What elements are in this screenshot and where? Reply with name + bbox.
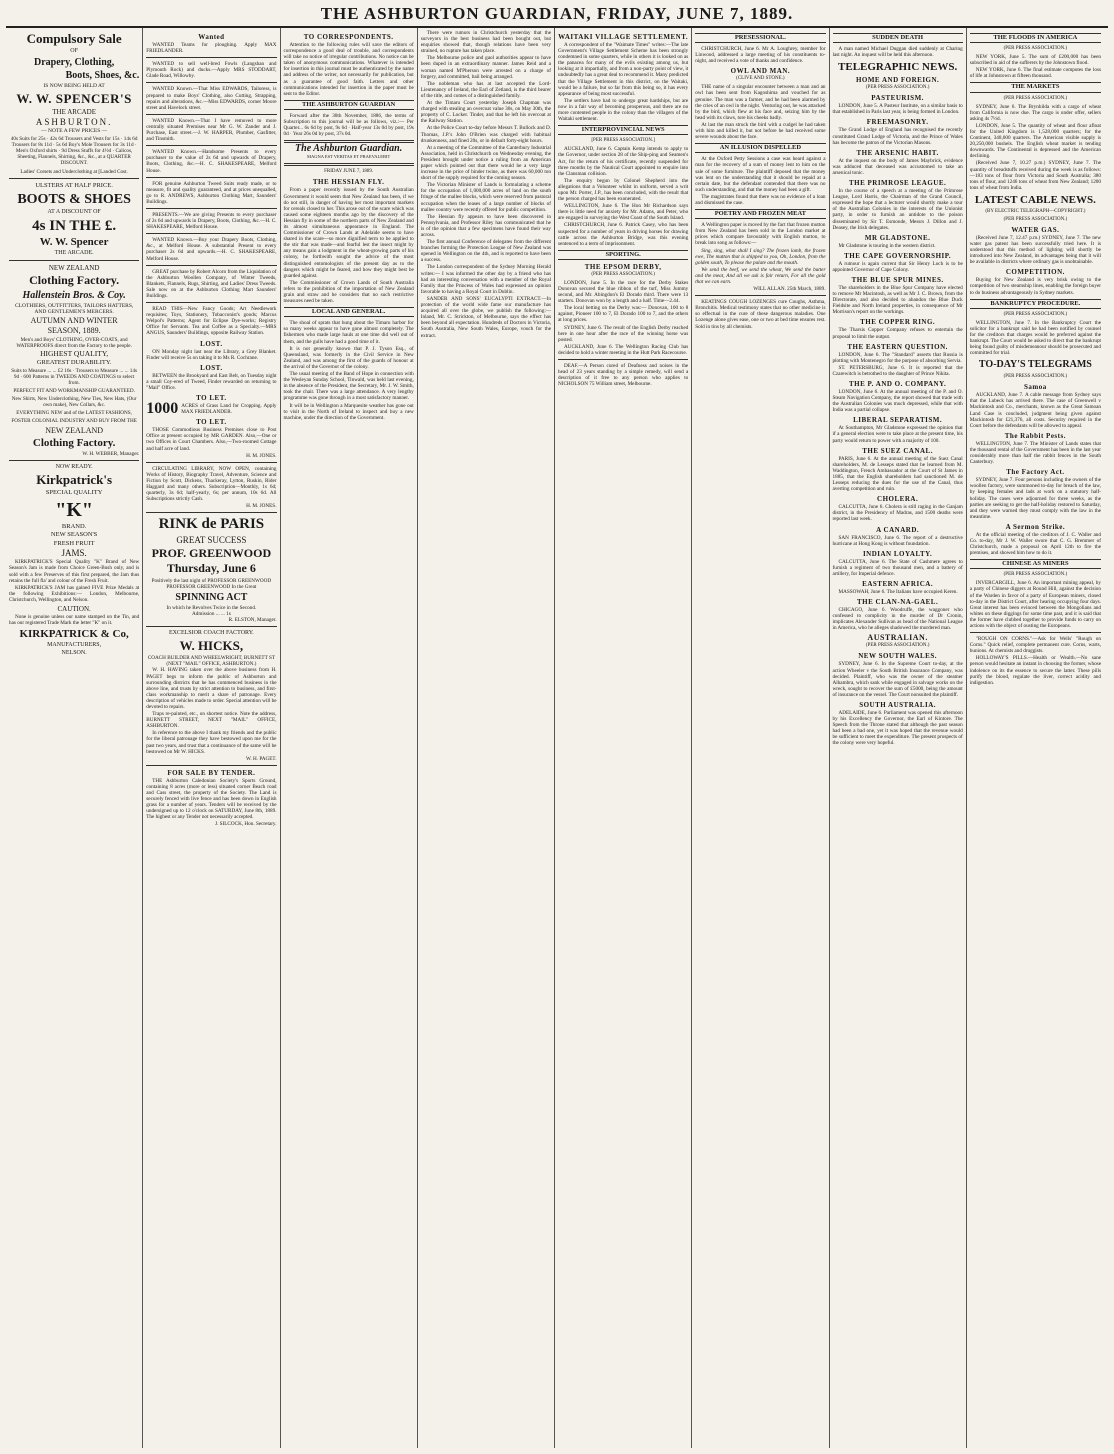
ad-new-shirts: New Shirts, New Underclothing, New Ties, New Hats, (Our own make), New Collars, &c.: [11, 396, 137, 409]
divider: [146, 145, 276, 146]
press-association-credit: (PER PRESS ASSOCIATION.): [1003, 216, 1068, 222]
home-foreign-heading: HOME AND FOREIGN.: [855, 76, 940, 85]
article-paragraph: CHRISTCHURCH, June 6. Patrick Casey, who has been suspected for a number of years in driving horses for drawing cattle across the Ashburton Bridge, was this evening sentenced to a term of imprisonment.: [558, 222, 689, 247]
press-association-credit: (PER PRESS ASSOCIATION.): [1003, 572, 1068, 578]
divider: [146, 512, 276, 513]
news-heading: SOUTH AUSTRALIA.: [859, 701, 937, 709]
interprovincial-heading: INTERPROVINCIAL NEWS: [558, 125, 688, 135]
ad-perfect-fit: PERFECT FIT AND WORKMANSHIP GUARANTEED.: [13, 388, 135, 395]
column-2: [143, 28, 280, 1448]
ad-signature: R. ELSTON, Manager.: [228, 616, 277, 623]
column-4: [418, 28, 555, 1448]
column-8: [967, 28, 1104, 1448]
tender-heading: FOR SALE BY TENDER.: [167, 768, 256, 777]
article-paragraph: It is not generally known that P. J. Tyson Esq., of Queensland, was formerly in the Civil Service in New Zealand, and was among the first of the guards of honour at the arrival of the Governor of the colony.: [283, 345, 414, 370]
paper-nameplate: The Ashburton Guardian.: [295, 143, 403, 155]
cable-copyright: (BY ELECTRIC TELEGRAPH—COPYRIGHT.): [985, 208, 1086, 214]
article-paragraph: At Southampton, Mr Gladstone expressed the opinion that if a general election were to take place at the present time, his party would return to power with a majority of 100.: [832, 425, 963, 444]
article-paragraph: (Received June 7, 12.47 p.m.) SYDNEY, June 7. The new water gas patent has been successfully tried here. It is understood that this method of lighting will shortly be introduced into New Zealand, its advantages being that it will be available in districts where ordinary gas is unobtainable.: [969, 234, 1101, 266]
sporting-heading: SPORTING.: [558, 250, 688, 260]
coach-body: W. H. HAVING taken over the above business from H. PAGET begs to inform the public of Ashburton and surrounding districts that he has commenced business in the above line, and trusts by strict attention to business, and first-class workmanship to merit a share of patronage. Every description of vehicles made to order. Special attention will be devoted to repairs.: [146, 667, 277, 710]
ad-season: SEASON, 1889.: [47, 326, 101, 336]
bankruptcy-heading: BANKRUPTCY PROCEDURE.: [970, 299, 1101, 309]
article-paragraph: At the Oxford Petty Sessions a case was heard against a man for the recovery of a sum of money lent to him on the sale of some furniture. The plaintiff deposed that the money was lent on the understanding that it should be repaid at a certain date, but the defendant contended that there was no such understanding, and that the money had been a gift.: [695, 156, 826, 193]
article-paragraph: Attention to the following rules will save the editors of correspondence a good deal of trouble, and correspondents will take no notice of irregular contributions. No notice can be taken of anonymous communications. Whatever is intended for insertion in this journal must be authenticated by the name and address of the writer, not necessarily for publication, but as a guarantee of good faith. Letters and other communications intended for insertion in the paper must be sent to the Editor.: [283, 42, 414, 97]
article-paragraph: CHICAGO, June 6. Woodruffe, the waggoner who confessed to complicity in the murder of Dr Cronin, implicates Alexander Sullivan as head of the National League in America, who he alleges shadowed the murdered man.: [832, 607, 963, 632]
classified-ad: THOSE Commodious Business Premises close to Post Office at present occupied by MR GARDEN. Also,—One or two Offices in Court Chambers. Also,—Two-roomed Cottage and half acre of land.: [146, 427, 277, 452]
ad-factory-nz: NEW ZEALAND: [48, 264, 100, 273]
advertisement: "ROUGH ON CORNS."—Ask for Wells' "Rough on Corns." Quick relief, complete permanent cure. Corns, warts, bunions. At chemists and druggists.: [969, 636, 1101, 655]
article-paragraph: CALCUTTA, June 6. Cholera is still raging in the Ganjam district, in the Presidency of Madras, and 1500 deaths were reported last week.: [832, 504, 963, 523]
derby-heading: THE EPSOM DERBY,: [584, 262, 662, 271]
classified-ad: WANTED Known.—Buy your Drapery Boots, Clothing, &c., at Melford House. A substantial Present to every purchaser 2s 6d and upwards.—H. C. SHAKESPEARE, Melford House.: [146, 237, 277, 262]
news-heading: INDIAN LOYALTY.: [862, 549, 933, 558]
ad-manufacturers: MANUFACTURERS,: [47, 642, 102, 649]
news-heading: THE EASTERN QUESTION.: [847, 342, 948, 351]
article-paragraph: The shareholders in the Blue Spur Company have elected to remove Mr Macintosh, as well as Mr J. C. Brown, from the Directorate, and also decided to abandon the Blue Duck Fieldsite and North Ireland properties, in consequence of Mr Morrison's report on the workings.: [832, 284, 963, 316]
article-paragraph: A correspondent of the "Waimate Times" writes:—The late Government's Village Settlement Scheme has been strongly condemned in some quarters, while in others it is looked on as the panacea for many of the evils existing among us, but looking at it impartially, and from a non-party point of view, it undoubtedly has a great deal to recommend it. Many predicted that the Village Settlement in this district, on the Waitaki, would be a failure, but so far from this being so, it has every appearance of being most successful.: [558, 42, 689, 97]
column-6: [692, 28, 829, 1448]
divider: [9, 460, 139, 461]
advertisement: HOLLOWAY'S PILLS.—Health or Wealth.—No sane person would hesitate an instant in choosing the former, whose indolence on its the essence to secure the latter. These pills purify the blood, regulate the liver, correct acidity and indigestion.: [969, 655, 1101, 686]
article-paragraph: ST. PETERSBURG, June 6. It is reported that the Czarewitch is betrothed to the daughter of Prince Nikita.: [832, 364, 963, 377]
coach-subtitle: COACH BUILDER AND WHEELWRIGHT, BURNETT ST (NEXT "MAIL" OFFICE, ASHBURTON.): [147, 655, 276, 668]
lost-heading: LOST.: [200, 363, 223, 372]
to-let-text: ACRES of Grass Land for Cropping. Apply MAX FRIEDLANDER.: [181, 403, 277, 416]
ad-everything-new: EVERYTHING NEW and of the LATEST FASHIONS,: [16, 410, 132, 417]
ad-jam-medals: KIRKPATRICK'S JAM has gained FIVE Prize Medals at the following Exhibitions:— London, Melbourne, Christchurch, Wellington, and Nelson.: [9, 584, 140, 603]
divider: [284, 163, 414, 166]
article-paragraph: LONDON, June 5. The quantity of wheat and flour afloat for the United Kingdom is 1,528,000 quarters; for the Continent, 348,000 quarters. The American visible supply is 20,250,000 bushels. The English wheat market is tending downwards. The Continental is depressed and the American declining.: [969, 122, 1101, 160]
classified-ad: BETWEEN the Brookyard and East Belt, on Tuesday night a small Coy-ered of Tweed, Finder rewarded on returning to "Mail" Office.: [146, 372, 277, 391]
news-heading: WATER GAS.: [1011, 225, 1060, 234]
newspaper-columns: [6, 28, 1108, 1448]
article-paragraph: It will be in Wellington a Marquesite weather has gone out to visit in the North of Ireland to inspect and buy a new machine, under the direction of the Government.: [283, 402, 414, 421]
article-paragraph: SANDER AND SONS' EUCALYPTI EXTRACT.—In protection of the world wide fame our manufacture has acquired all over the globe, we publish the following:—Inland, Mr. C. Strickton, of Melbourne, says the effect has been beyond all expectation. Hundreds of Doctors in Victoria, South Australia, New South Wales, Europe, vouch for the extract.: [420, 295, 551, 339]
article-paragraph: LONDON, June 5. In the race for the Derby Stakes Donovan secured the blue ribbon of the turf, Miss Jummy second, and Mr. Abingdon's El Dorado third. There were 13 starters. Donovan won by a length and a half. Time—2.44.: [558, 279, 689, 305]
coach-factory: EXCELSIOR COACH FACTORY.: [168, 630, 254, 637]
rink-admission: Admission ... ... 1s: [191, 610, 231, 617]
news-heading: THE CAPE GOVERNORSHIP.: [844, 251, 952, 260]
article-paragraph: AUCKLAND, June 6. Captain Kemp intends to apply to the Governor, under section 28 of the Ship-ping and Seamen's Act, for the return of his certificate, recently suspended for three months by the Nautical Court appointed to enquire into the Clansman collision.: [558, 146, 689, 177]
press-association-credit: (PER PRESS ASSOCIATION.): [1003, 46, 1068, 52]
advertisement: DEAF.—A Person cured of Deafness and noises in the head of 23 years standing by a simple remedy, will send a description of it free to any person who applies to NICHOLSON 75 William street, Melbourne.: [558, 363, 689, 388]
divider: [146, 462, 276, 463]
classified-ad: WANTED Known.—That I have removed to more centrally situated Premises near Mr G. W. Zander and J. Purchase, East street.—J. W. HARPER, Plumber, Gasfitter, and Tinsmith.: [146, 117, 277, 143]
article-paragraph: SAN FRANCISCO, June 6. The report of a destructive hurricane at Hong Kong is without foundation.: [832, 534, 963, 547]
ad-signature: H. M. JONES.: [246, 452, 277, 459]
ad-highest-quality: HIGHEST QUALITY,: [40, 348, 109, 358]
divider: [146, 233, 276, 234]
to-let-heading: TO LET.: [196, 418, 227, 427]
paper-motto: MAGNA EST VERITAS ET PRAEVALEBIT: [306, 154, 391, 160]
tender-body: THE Ashburton Caledonian Society's Sports Ground, containing 8 acres (more or less) situated corner Beach road and Cass street, the property of the Society. The Land is securely fenced with live fence and has been down in English grass for a number of years. Tenders will be received by the undersigned up to 12 o'clock on SATURDAY, June 8th, 1889. The highest or any Tender not necessarily accepted.: [146, 777, 277, 821]
rink-heading: RINK de PARIS: [158, 516, 265, 533]
classified-ad: WANTED to sell well-bred Fowls (Langshan and Plymouth Rock) and ducks.—Apply MRS STODDART, Glade Road, Willowby.: [146, 61, 277, 80]
press-association-credit: (PER PRESS ASSOCIATION.): [1003, 374, 1068, 380]
article-paragraph: LONDON, June 6. The "Standard" asserts that Russia is plotting with Montenegro for the purpose of absorbing Servia.: [832, 351, 963, 364]
news-heading: PASTEURISM.: [871, 94, 924, 103]
article-paragraph: NEW YORK, June 5. The sum of £200,000 has been subscribed in aid of the sufferers by the Johnstown flood.: [969, 54, 1101, 67]
owl-man-heading: OWL AND MAN.: [730, 67, 791, 76]
news-heading: A CANARD.: [876, 525, 920, 534]
correspondents-heading: TO CORRESPONDENTS.: [303, 33, 394, 41]
divider: [146, 208, 276, 209]
article-paragraph: WELLINGTON, June 7. In the Bankruptcy Court the solicitor for a bankrupt said he had been notified by counsel for the creditors that charges would be preferred against the bankrupt. The Court would be asked to direct that the bankrupt being found guilty of misdemeanour should be prosecuted and committed for trial.: [969, 319, 1101, 357]
article-paragraph: WELLINGTON, June 7. The Minister of Lands states that the thousand rental of the Government has been in the last year considerably more than half the rabbit fences in the South Canterbury.: [969, 440, 1101, 466]
ad-signature: W. H. PAGET.: [245, 755, 277, 762]
news-heading: MR GLADSTONE.: [864, 233, 931, 242]
news-heading: The Rabbit Pests.: [1004, 431, 1066, 440]
news-heading: CHOLERA.: [877, 495, 919, 504]
divider: [146, 765, 276, 766]
divider: [9, 178, 139, 179]
news-heading: THE ARSENIC HABIT.: [856, 148, 939, 157]
article-paragraph: There were rumors in Christchurch yesterday that the surveyors in the best business had been bought out, but enquiries showed that, though relations have been very strained, no rupture has taken place.: [420, 30, 551, 55]
ad-spencer-of: OF: [70, 48, 78, 55]
paper-dateline: FRIDAY JUNE 7, 1889.: [324, 169, 374, 175]
press-association-credit: [PER PRESS ASSOCIATION.]: [591, 138, 655, 144]
subscriptions-heading: THE ASHBURTON GUARDIAN: [284, 100, 414, 110]
article-paragraph: A man named Michael Duggan died suddenly at Charing last night. An inquest will be held this afternoon.: [832, 46, 963, 59]
article-paragraph: Forward after the 30th November, 1886, the terms of Subscription to this journal will be as follows, viz.:— Per Quarter... 6s 6d by post, 9s 6d · Half-year 13s 0d by post, 19s 0d · Year 26s 0d by post, 37s 0d.: [283, 112, 414, 138]
article-paragraph: At a meeting of the Committee of the Canterbury Industrial Association, held in Christchurch on Wednesday evening, the President brought under notice a ruling from an American paper which pointed out that there would be a very large increase in the price of binder twine, as there was 60,000 ton short of the supply required for the coming season.: [420, 144, 551, 182]
column-7: [830, 28, 967, 1448]
local-general-heading: LOCAL AND GENERAL.: [284, 307, 414, 317]
divider: [146, 57, 276, 58]
ad-autumn: AUTUMN AND WINTER: [30, 316, 118, 326]
press-association-credit: (PER PRESS ASSOCIATION.): [865, 643, 930, 649]
article-paragraph: The usual meeting of the Band of Hope in connection with the Wesleyan Sunday School, Tinwald, was held last evening, in the absence of the President, the Secretary, Mr. J. W. Smith, took the chair. There was a large attendance. A very lengthy programme was gone through in a most satisfactory manner.: [283, 371, 414, 402]
article-paragraph: LONDON, June 5. A Pasteur Institute, on a similar basis to that established in Paris last year, is being formed in London.: [832, 103, 963, 116]
article-paragraph: MASSOWAH, June 6. The Italians have occupied Keren.: [838, 588, 958, 595]
article-paragraph: A rumour is again current that Sir Henry Loch is to be appointed Governor of Cape Colony.: [832, 260, 963, 273]
press-association-credit: (PER PRESS ASSOCIATION.): [591, 271, 655, 277]
ad-durability: GREATEST DURABILITY.: [36, 359, 112, 367]
masthead-title: THE ASHBURTON GUARDIAN, FRIDAY, JUNE 7, 1889.: [320, 4, 794, 23]
owl-man-subheading: (CLIVE AND STONE.): [736, 76, 785, 82]
classified-ad: READ THIS—New Fancy Goods; Art Needlework requisites; Toys, Stationery, Tobacconist's goods; Marcus Welpol's Patterns; Agent for Eclipse Dye-works; Registry Office for Servants. Tea and Coffee as a Specialty.—MRS ANGUS, Saunders' Buildings, opposite Railway Station.: [146, 306, 277, 337]
article-paragraph: The Commissioner of Crown Lands of South Australia refers to the prohibition of the importation of New Zealand grain and straw and he considers that no such restrictive measures need be taken.: [283, 279, 414, 305]
article-paragraph: SYDNEY, June 6. In the Supreme Court to-day, at the action Wheeler v the South British Insurance Company, was decided. Plaintiff, who was the owner of the steamer Alhambra, which sank while engaged in salvage works on the wreck, sought to recover the sum of £5000, being the amount of insurance on the vessel. The Court nonsuited the plaintiff.: [832, 661, 963, 698]
article-paragraph: The settlers have had to undergo great hardships, but are now in a fair way of becoming prosperous, and there are no more contented people in the colony than the villagers of the Waitaki settlement.: [558, 97, 689, 123]
ad-signature: H. M. JONES.: [246, 503, 277, 510]
press-association-credit: (PER PRESS ASSOCIATION.): [1003, 311, 1068, 317]
news-heading: FREEMASONRY.: [866, 118, 929, 127]
coach-body: In reference to the above I thank my friends and the public for the liberal patronage they have bestowed upon me for the past two years, and trust that a continuance of the same will be bestowed on Mr W. HICKS.: [146, 730, 277, 755]
ad-spencer-note: — NOTE A FEW PRICES —: [41, 128, 108, 135]
masthead: [6, 0, 1108, 28]
ad-spencer-name: W. W. SPENCER'S: [16, 90, 132, 106]
article-paragraph: (Received June 7, 10.27 p.m.) SYDNEY, June 7. The quantity of breadstuffs received during the week is as follows:—183 tons of flour from Victoria and South Australia; 380 tons of flour, and 1246 tons of wheat from New Zealand; 1200 tons of wheat from India.: [969, 160, 1101, 191]
wanted-heading: Wanted: [198, 33, 225, 41]
rink-date: Thursday, June 6: [166, 561, 256, 576]
divider: [146, 626, 276, 627]
classified-ad: WANTED Known.—Handsome Presents to every purchaser to the value of 2s 6d and upwards of Drapery, Boots, Clothing, &c.—H. C. SHAKESPEARE, Melford House.: [146, 149, 277, 174]
to-let-acres: [146, 400, 277, 418]
ad-boots-shoes: BOOTS & SHOES: [17, 191, 131, 207]
article-paragraph: The local betting on the Derby was:— Donovan, 100 to 8 against, Pioneer 100 to 7, El Dorado 100 to 7, and the others at long prices.: [558, 305, 689, 324]
news-heading: The Factory Act.: [1006, 468, 1065, 477]
article-paragraph: SYDNEY, June 6. The Brynhilda with a cargo of wheat from California is now due. The cargo is under offer, sellers asking 4s 7½d.: [969, 103, 1101, 122]
divider: [146, 302, 276, 303]
sudden-death-heading: SUDDEN DEATH: [833, 33, 963, 43]
advertisement: KEATINGS COUGH LOZENGES cure Coughs, Asthma, Bronchitis. Medical testimony states that no other medicine is so effectual in the cure of these dangerous maladies. One Lozenge alone gives ease, one or two at bed time ensures rest. Sold in tins by all chemists.: [695, 299, 826, 330]
ad-spencer-items: 40s Suits for 25s · 42s 6d Trousers and Vests for 15s · 14s 6d Trousers for 8s 11d · 5s 6d Boy's Mole Trousers for 3s 11d · Men's Oxford shirts · 9d Dress Stuffs for 4½d · Calicos, Sheeting, Flannels, Shirting, &c., &c., at a QUARTER DISCOUNT.: [10, 135, 138, 166]
ad-spencer-arcade-2: THE ARCADE.: [54, 250, 94, 257]
markets-heading: THE MARKETS: [970, 82, 1101, 92]
ad-spencer-arcade: THE ARCADE: [52, 107, 96, 116]
ad-factory-body: Men's and Boys' CLOTHING, OVER-COATS, and WATERPROOFS direct from the Factory to the people.: [16, 336, 132, 349]
classified-ad: WANTED Teams for ploughing. Apply MAX FRIEDLANDER.: [146, 42, 277, 55]
coach-hicks: W. HICKS,: [179, 637, 244, 653]
todays-telegrams-heading: TO-DAY'S TELEGRAMS: [978, 359, 1092, 371]
classified-ad: CIRCULATING LIBRARY, NOW OPEN, containing Works of History, Biography Travel, Adventure, Science and Fiction by Scott, Dickens, Thackeray, Lytton, Ruskin, Rider Haggard and many others. Subscription—Monthly, 1s 6d; quarterly, 3s 6d; half-yearly, 6s; per annum, 10s 6d. All Subscriptions strictly Cash.: [146, 465, 277, 503]
ad-spencer-drapery: Drapery, Clothing,: [33, 57, 115, 69]
article-paragraph: AUCKLAND, June 6. The Wellington Racing Club has decided to hold a winter meeting in the Hutt Park Racecourse.: [558, 343, 689, 356]
article-paragraph: The London correspondent of the Sydney Morning Herald writes:— I was informed the other day by a friend who has had an interesting conversation with a member of the Royal Family that the Princess of Wales had expressed an opinion favorable to having a Royal Court in Dublin.: [420, 264, 551, 295]
ad-nz-2: NEW ZEALAND: [45, 425, 104, 435]
classified-ad: WANTED Known.—That Miss EDWARDS, Tailoress, is prepared to make Boys' Clothing, also Cutting, Strapping, repairs and alterations, &c.—Miss EDWARDS, corner Moore street and Havelock street.: [146, 86, 277, 111]
article-paragraph: A Wellington paper is moved by the fact that frozen mutton from New Zealand has been sold in the London market at prices which compare favourably with English mutton, to break into song as follows:—: [695, 222, 826, 247]
article-paragraph: CHRISTCHURCH, June 6. Mr A. Loughrey, member for Linwood, addressed a large meeting of his constituents to-night, and received a vote of thanks and confidence.: [695, 46, 826, 65]
article-paragraph: The Victorian Minister of Lands is formulating a scheme for the occupation of 1,000,000 acres of land on the south fringe of the mallee blocks, which were reserved from pastoral occupation when the leases of a large number of blocks of mallee country were recently offered for public competition.: [420, 182, 551, 213]
chinese-miners-heading: CHINESE AS MINERS: [970, 559, 1101, 569]
news-heading: LIBERAL SEPARATISM.: [853, 416, 943, 425]
ad-new-season: NEW SEASON'S: [50, 531, 98, 539]
divider: [558, 359, 688, 360]
article-paragraph: AUCKLAND, June 7. A cable message from Sydney says that the Lubeck has arrived there. The case of Greenwell v Mackintosh and Co., merchants, known as the Great Samoan Land Case is concluded, judgment being given against Mackintosh for £21,376, all costs. Security required in the Court before the defendants will be allowed to appeal.: [969, 392, 1101, 429]
article-paragraph: From a paper recently issued by the South Australian Government it would seem that New Zealand has been, if we do not still, in danger of having her most important markets for cereals closed to her. This arose out of the scare which was caused some eighteen months ago by the discovery of the Hessian fly in some of the northern parts of New Zealand and its almost simultaneous appearance in England. The Commissioner of Crown Lands at Adelaide seems to have shared in the scare—so more dignified term to be applied to the stir that was made—and fearful lest the insect might by any means gain a lodgment in the wheat-growing parts of his colony, he forthwith sought the advice of the most distinguished entomologists of the present day as to the dangers which might be feared, and how they might best be guarded against.: [283, 187, 414, 279]
ad-factory-manager: W. H. WEBBER, Manager.: [82, 450, 140, 457]
rink-body-2: In which he Revolves Twice in the Second.: [166, 604, 257, 611]
news-heading: Samoa: [1024, 383, 1047, 392]
article-paragraph: THE name of a singular encounter between a man and an owl has been sent from Kagoshima and vouched for as genuine. The man was a farmer, and he had been alarmed by the cries of an owl in the night. Venturing out, he was attacked by the bird, which flew at his face and, seizing him by the head with its claws, tore his cheeks badly.: [695, 84, 826, 121]
ad-brand-label: BRAND.: [61, 522, 87, 530]
article-paragraph: At the inquest on the body of James Maybrick, evidence was adduced that deceased was accustomed to take an arsenical tonic.: [832, 157, 963, 176]
lost-heading: LOST.: [200, 339, 223, 348]
press-association-credit: (PER PRESS ASSOCIATION.): [1003, 95, 1068, 101]
news-heading: A Sermon Strike.: [1005, 522, 1066, 531]
ad-special-quality: SPECIAL QUALITY: [45, 489, 103, 497]
article-paragraph: The enquiry begun by Colonel Shepherd into the allegations that a Volunteer whilst in uniform, served a writ upon Mr. Porter, J.P., has been concluded, with the result that the person charged has been exonerated.: [558, 177, 689, 203]
article-paragraph: The shoal of sprats that hung about the Timaru harbor for so many weeks appear to have gone almost completely. The fishermen who made large hauls at one time did well out of them, and the gulls have had a good time of it.: [283, 320, 414, 345]
news-heading: THE CLAN-NA-GAEL.: [857, 598, 939, 607]
article-paragraph: ADELAIDE, June 6. Parliament was opened this afternoon by his Excellency the Governor, the Earl of Kintore. The Speech from the Throne stated that although the past season had been a bad one, yet it was hoped that the revenue would be sufficient to meet the expenditure. The present prospects of the colony were very hopeful.: [832, 710, 963, 747]
coach-body: Traps re-painted, etc., on shortest notice. Note the address, BURNETT STREET, NEXT "MAIL" OFFICE, ASHBURTON.: [146, 711, 277, 730]
article-paragraph: Mr Gladstone is touring in the western district.: [838, 242, 936, 249]
news-heading: THE COPPER RING.: [860, 318, 936, 327]
ad-jam-body: KIRKPATRICK'S Special Quality "K" Brand of New Season's Jam is made from Choice Green-Bush only, and is sold with a few Preserves of this first prepared, the Jam thus retains the full fla' and colour of the Fresh Fruit.: [9, 559, 140, 584]
article-paragraph: The magistrates found that there was no evidence of a loan and dismissed the case.: [695, 193, 826, 206]
ad-caution-body: None is genuine unless our name stamped on the Tin, and has our registered Trade Mark the letter "K" on it.: [9, 614, 140, 627]
article-paragraph: NEW YORK, June 6. The final estimate computes the loss of life at Johnstown at fifteen thousand.: [969, 67, 1101, 80]
divider: [9, 260, 139, 261]
ad-hallenstein: Hallenstein Bros. & Coy.: [22, 289, 126, 301]
ad-spencer-corsets: Ladies' Corsets and Underclothing at [Landed Cost.: [20, 168, 128, 175]
column-5: [555, 28, 692, 1448]
rink-greenwood: PROF. GREENWOOD: [151, 546, 272, 561]
ad-caution: CAUTION.: [57, 605, 91, 613]
australian-heading: AUSTRALIAN.: [867, 633, 928, 643]
ad-kirkpatrick-firm: KIRKPATRICK & Co,: [19, 628, 129, 641]
article-paragraph: The Hessian fly appears to have been discovered in Pennsylvania, and Professor Riley has communicated that he is of the opinion that a few specimens have found their way across.: [420, 213, 551, 238]
rink-success: GREAT SUCCESS: [176, 534, 247, 545]
poem-stanza: We send the beef, we send the wheat, We send the butter and the meat, And all we ask is fair return, For all the gold that we can earn.: [695, 266, 826, 285]
ad-kirkpatrick-heading: Kirkpatrick's: [36, 471, 113, 487]
ad-spencer-held: IS NOW BEING HELD AT: [43, 83, 105, 90]
poem-signature: WILL ALLAN. 25th March, 1889.: [753, 286, 826, 293]
article-paragraph: LONDON, June 6. At the annual meeting of the P. and O. Steam Navigation Company, the report showed that trade with the Australian Colonies was much depressed, while that with India was a partial collapse.: [832, 389, 963, 414]
column-3: [281, 28, 418, 1448]
ad-spencer-heading: Compulsory Sale: [26, 31, 122, 46]
poetry-heading: POETRY AND FROZEN MEAT: [695, 209, 825, 219]
ad-foster: FOSTER COLONIAL INDUSTRY AND BUY FROM THE: [11, 418, 137, 425]
latest-cable-heading: LATEST CABLE NEWS.: [974, 193, 1096, 206]
ad-factory-heading: Clothing Factory.: [29, 273, 120, 288]
telegraphic-news-heading: TELEGRAPHIC NEWS.: [838, 61, 958, 74]
poem-stanza: Sing, sing, what shall I sing? The frozen lamb, the frozen ewe, The mutton that is shipped to you, Oh, London, from the golden south, To please the palate and the mouth.: [695, 247, 826, 266]
divider: [970, 632, 1101, 633]
article-paragraph: At last the man struck the bird with a cudgel he had taken with him and killed it, but not before he had received some severe wounds about the face.: [695, 121, 826, 141]
ad-k-brand: "K": [55, 498, 93, 521]
article-paragraph: WELLINGTON, June 6. The Hon Mr Richardson says there is little need for anxiety for Mr. Adams, and Peter, who are engaged in surveying the West Coast of the South Island.: [558, 203, 689, 222]
divider: [146, 114, 276, 115]
column-1: [6, 28, 143, 1448]
floods-heading: THE FLOODS IN AMERICA: [970, 33, 1101, 43]
article-paragraph: At the Police Court to-day before Messrs T. Bullock and D. Thomas, J.P.'s John O'Brien was charged with habitual drunkenness, and fined 20s, or in default forty-eight hours.: [420, 125, 551, 144]
ad-signature: J. SILCOCK, Hon. Secretary.: [215, 821, 277, 828]
ad-fresh-fruit: FRESH FRUIT: [53, 539, 95, 547]
ad-spencer-town: ASHBURTON.: [35, 116, 113, 127]
waitaki-heading: WAITAKI VILLAGE SETTLEMENT.: [558, 33, 689, 41]
news-heading: THE PRIMROSE LEAGUE.: [848, 179, 947, 188]
ad-ulsters: ULSTERS AT HALF PRICE.: [35, 182, 113, 190]
ad-discount-value: 4s IN THE £.: [32, 217, 117, 234]
article-paragraph: The Tharsis Copper Company refuses to entertain the proposal to limit the output.: [832, 327, 963, 340]
rink-act: SPINNING ACT: [175, 591, 248, 603]
news-heading: NEW SOUTH WALES.: [858, 652, 937, 661]
ad-spencer-boots: Boots, Shoes, &c.: [65, 70, 140, 82]
divider: [146, 177, 276, 178]
classified-ad: GREAT purchase by Robert Alcorn from the Liquidation of the Ashburton Woollen Company, of Winter Tweeds, Blankets, Flannels, Rugs, Shirting, and Ladies' Dress Tweeds. Sale now on at the Ashburton Clothing Mart Saunders' Buildings.: [146, 268, 277, 299]
article-paragraph: The nobleman who has at last accepted the Lord-Lieutenancy of Ireland, the Earl of Zetland, is the third bearer of the title, and comes of a distinguished family.: [420, 80, 551, 99]
presessional-heading: PRESESSIONAL.: [695, 33, 825, 43]
news-heading: THE P. AND O. COMPANY.: [848, 380, 947, 388]
divider: [695, 295, 825, 296]
classified-ad: ON Monday night last near the Library, a Grey Blanket. Finder will receive 5s on taking it to Ms R. Cochrane.: [146, 348, 277, 361]
divider: [146, 82, 276, 83]
news-heading: COMPETITION.: [1005, 268, 1065, 277]
article-paragraph: In the course of a speech at a meeting of the Primrose League, Lord Harris, the Chairman of the Grand Council, expressed the hope that a lecturer would shortly make a tour of the Australian Colonies in the interests of the Unionist party, in order to furnish an antidote to the poison disseminated by Sir T. Esmonde, Messrs J. Dillon and J. Deasey, the Irish delegates.: [832, 188, 963, 231]
article-paragraph: At the Timaru Court yesterday Joseph Chapman was charged with stealing an overcoat value 30s, on May 30th, the property of C. Locker. Tinder, and that he left his overcoat at the Railway Station.: [420, 100, 551, 125]
ad-factory-heading-2: Clothing Factory.: [32, 436, 116, 449]
divider: [146, 265, 276, 266]
ad-suits-prices: Suits to Measure ... ... £2 16s · Trousers to Measure ... ... 14s 9d · 600 Patterns in TWEEDS AND COATINGS to select from.: [11, 367, 138, 386]
ad-now-ready: NOW READY.: [55, 463, 93, 470]
rink-body: Positively the last night of PROFESSOR GREENWOOD PROFESSOR GREENWOOD In the Great: [151, 577, 272, 590]
article-paragraph: The first annual Conference of delegates from the different branches forming the Protection League of New Zealand was opened in Wellington on the 4th, and is reported to have been a success.: [420, 239, 551, 264]
ad-clothiers: CLOTHIERS, OUTFITTERS, TAILORS HATTERS, AND GENTLEMEN'S MERCERS.: [14, 302, 134, 315]
classified-ad: PRESENTS.—We are giving Presents to every purchaser of 2s 6d and upwards in Drapery, Boots, Clothing, &c.—H. C. SHAKESPEARE, Melford House.: [146, 211, 277, 231]
classified-ad: FOR genuine Ashburton Tweed Suits ready made, or to measure, fit and quality guaranteed, and at prices unequalled, go to R. ANDREWS, Ashburton Clothing Mart, Saunders' Buildings.: [146, 180, 277, 205]
article-paragraph: SYDNEY, June 6. The result of the English Derby reached here in one hour after the race of the winning horse was posted.: [558, 324, 689, 343]
news-heading: THE BLUE SPUR MINES.: [851, 275, 944, 284]
article-paragraph: PARIS, June 6. At the annual meeting of the Suez Canal shareholders, M. de Lesseps stated that he learned from M. Waddington, French Ambassador at the Court of St James in 1885, that the English shareholders had sanctioned M. de Lesseps reducing the dues for the use of the Canal, thus averting competition and ruin.: [832, 455, 963, 493]
to-let-heading: TO LET.: [196, 394, 227, 403]
editorial-heading: THE HESSIAN FLY.: [312, 178, 385, 187]
ad-nelson: NELSON.: [61, 650, 87, 657]
article-paragraph: The Melbourne police and gaol authorities appear to have been duped in an extraordinary manner. James Reid and a woman named M'Pherson were arrested on a charge of forgery, and committed, bail being arranged.: [420, 55, 551, 80]
to-let-number: 1000: [146, 400, 179, 418]
press-association-credit: (PER PRESS ASSOCIATION.): [865, 85, 930, 91]
ad-jams: JAMS.: [61, 548, 87, 558]
article-paragraph: INVERCARGILL, June 6. An important mining appeal, by a party of Chinese diggers at Round Hill, against the decision of the Warden in favor of a party of European miners, closed to-day in the District Court, after hearing occupying four days. Great interest has been evinced between the Mongolians and whites on these diggings for some time past, and it is said that the former have clubbed together to provide funds to carry on actions with the object of ousting the Europeans.: [969, 580, 1101, 629]
article-paragraph: CALCUTTA, June 6. The State of Cashmere agrees to furnish a regiment of two thousand men, and a battery of artillery, for Imperial defence.: [832, 558, 963, 577]
article-paragraph: At the official meeting of the creditors of J. C. Waller and Co. to-day, Mr J. W. Waller swore that C. G. Bremmer of Christchurch, made a proposal on April 12th to fire the premises, and showed him how to do it.: [969, 531, 1101, 557]
ad-discount-label: AT A DISCOUNT OF: [47, 208, 101, 215]
ad-spencer-signature: W. W. Spencer: [39, 236, 109, 249]
article-paragraph: SYDNEY, June 7. Four persons including the owners of the woollen factory, were summoned to-day for breach of the law, by keeping females and lads at work on a statutory half-holiday. The cases were adjourned for three weeks, as the parties are seeking to get the half-holiday restored to Saturday, and they were warned they must comply with the law in the meantime.: [969, 477, 1101, 520]
illusion-heading: AN ILLUSION DISPELLED: [695, 143, 825, 153]
news-heading: EASTERN AFRICA.: [862, 579, 934, 588]
article-paragraph: Buying for New Zealand is very brisk owing to the competition of two steamship lines, enabling the foreign buyer to do business advantageously in Sydney markets.: [969, 277, 1101, 296]
article-paragraph: The Grand Lodge of England has recognised the recently constituted Grand Lodge of Victoria, and the Prince of Wales has become the patron of the Victorian Masons.: [832, 127, 963, 146]
news-heading: THE SUEZ CANAL.: [862, 446, 933, 455]
